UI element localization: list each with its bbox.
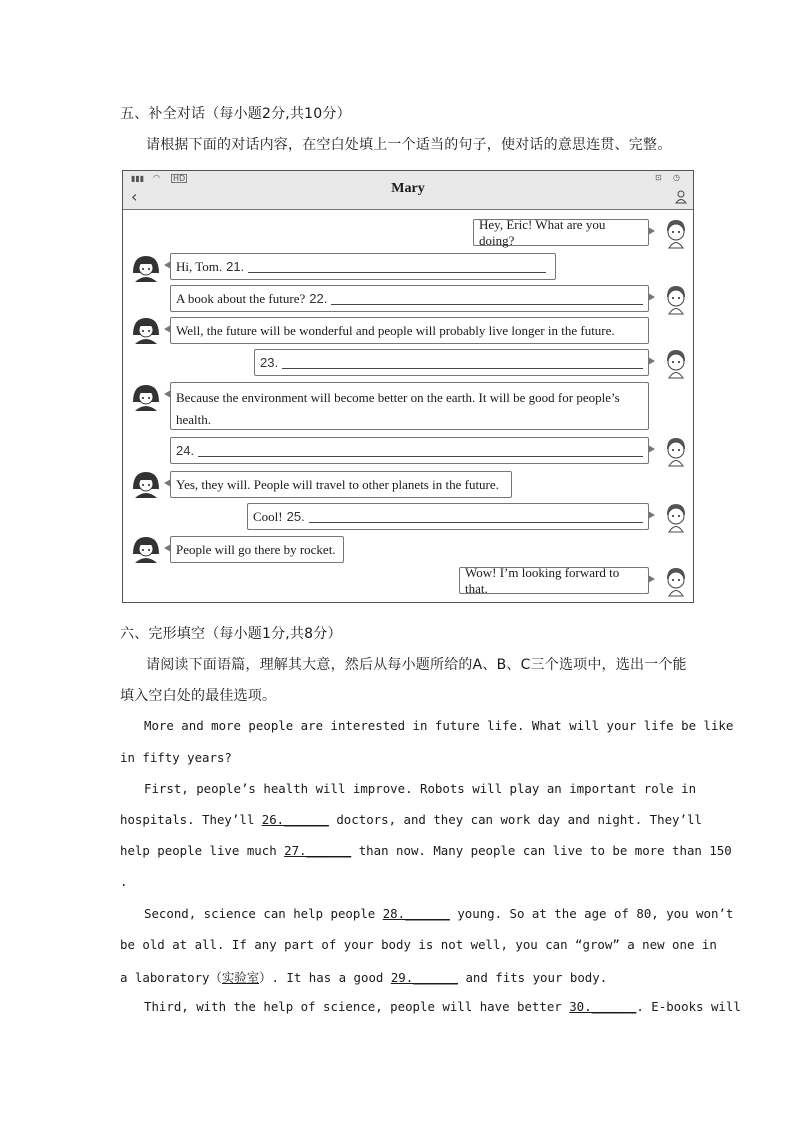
- passage-text: doctors, and they can work day and night. They’ll: [328, 812, 702, 827]
- boy-avatar-icon: [661, 283, 691, 315]
- message-text: Wow! I’m looking forward to that.: [465, 564, 620, 596]
- message-text: A book about the future?: [176, 290, 306, 306]
- girl-avatar-icon: [130, 315, 160, 347]
- chat-header: [123, 171, 693, 210]
- message-bubble: [254, 349, 649, 376]
- blank-26[interactable]: 26.______: [261, 812, 329, 827]
- passage-text: ）. It has a good: [259, 970, 391, 985]
- message-text: Well, the future will be wonderful and people will probably live longer in the future.: [176, 322, 615, 338]
- passage-line: [120, 843, 732, 858]
- contact-name: Mary: [391, 181, 425, 196]
- boy-avatar-icon: [661, 501, 691, 533]
- section5-heading: 五、补全对话（每小题2分,共10分）: [120, 106, 351, 122]
- alarm-icon: ◷: [673, 173, 680, 182]
- signal-icon: ▮▮▮: [131, 174, 145, 183]
- passage-text: and fits your body.: [457, 970, 608, 985]
- passage-line: be old at all. If any part of your body is not well, you can “grow” a new one in: [120, 937, 717, 952]
- chat-window: [122, 170, 694, 603]
- message-text: Yes, they will. People will travel to other planets in the future.: [176, 476, 499, 492]
- lock-icon: ⊡: [655, 173, 662, 182]
- girl-avatar-icon: [130, 253, 160, 285]
- girl-avatar-icon: [130, 469, 160, 501]
- message-text: Hey, Eric! What are you doing?: [479, 216, 606, 248]
- message-bubble: [170, 536, 344, 563]
- message-bubble: [473, 216, 649, 248]
- section6-heading: 六、完形填空（每小题1分,共8分）: [120, 626, 342, 642]
- section5-instruction: 请根据下面的对话内容，在空白处填上一个适当的句子，使对话的意思连贯、完整。: [146, 137, 672, 153]
- message-bubble: [170, 471, 512, 498]
- answer-blank[interactable]: [282, 357, 643, 369]
- blank-30[interactable]: 30.______: [569, 999, 637, 1014]
- passage-text: a laboratory（: [120, 970, 222, 985]
- blank-number: 24.: [176, 443, 195, 458]
- passage-line: [144, 999, 741, 1014]
- blank-number: 23.: [260, 355, 279, 370]
- hd-icon: HD: [173, 174, 186, 183]
- blank-number: 21.: [226, 259, 245, 274]
- passage-text: . E-books will: [636, 999, 741, 1014]
- back-arrow-icon[interactable]: ‹: [131, 187, 138, 206]
- boy-avatar-icon: [661, 565, 691, 597]
- message-bubble: [459, 564, 649, 596]
- passage-line: [120, 812, 702, 827]
- message-text: Cool!: [253, 508, 283, 524]
- wifi-icon: ◠: [153, 173, 160, 182]
- blank-28[interactable]: 28.______: [382, 906, 450, 921]
- boy-avatar-icon: [661, 347, 691, 379]
- passage-text: young. So at the age of 80, you won’t: [449, 906, 734, 921]
- passage-line: [144, 906, 733, 921]
- message-bubble: [247, 503, 649, 530]
- section6-instruction: 填入空白处的最佳选项。: [120, 688, 277, 704]
- message-text: Hi, Tom.: [176, 258, 223, 274]
- girl-avatar-icon: [130, 382, 160, 414]
- section6-instruction: 请阅读下面语篇，理解其大意，然后从每小题所给的A、B、C三个选项中，选出一个能: [146, 657, 687, 673]
- passage-text: Second, science can help people: [144, 906, 383, 921]
- passage-text: than now. Many people can live to be more than 150: [351, 843, 732, 858]
- message-bubble: [170, 382, 649, 430]
- passage-line: First, people’s health will improve. Robots will play an important role in: [144, 781, 697, 796]
- message-bubble: [170, 437, 649, 464]
- answer-blank[interactable]: [248, 261, 546, 273]
- boy-avatar-icon: [661, 217, 691, 249]
- chinese-gloss: 实验室: [221, 970, 260, 985]
- passage-line: in fifty years?: [120, 750, 232, 765]
- passage-line: .: [120, 874, 128, 889]
- boy-avatar-icon: [661, 435, 691, 467]
- blank-27[interactable]: 27.______: [284, 843, 352, 858]
- answer-blank[interactable]: [198, 445, 643, 457]
- passage-text: hospitals. They’ll: [120, 812, 262, 827]
- message-bubble: [170, 285, 649, 312]
- blank-29[interactable]: 29.______: [390, 970, 458, 985]
- profile-icon[interactable]: [675, 189, 687, 208]
- passage-text: Third, with the help of science, people will have better: [144, 999, 570, 1014]
- passage-text: help people live much: [120, 843, 285, 858]
- girl-avatar-icon: [130, 534, 160, 566]
- blank-number: 25.: [286, 509, 305, 524]
- passage-line: [120, 968, 607, 986]
- answer-blank[interactable]: [331, 293, 643, 305]
- message-bubble: [170, 317, 649, 344]
- passage-line: More and more people are interested in future life. What will your life be like: [144, 718, 734, 733]
- message-text: Because the environment will become better on the earth. It will be good for people’s: [176, 390, 620, 405]
- answer-blank[interactable]: [309, 511, 643, 523]
- message-text: health.: [176, 412, 212, 427]
- message-bubble: [170, 253, 556, 280]
- message-text: People will go there by rocket.: [176, 541, 336, 557]
- blank-number: 22.: [309, 291, 328, 306]
